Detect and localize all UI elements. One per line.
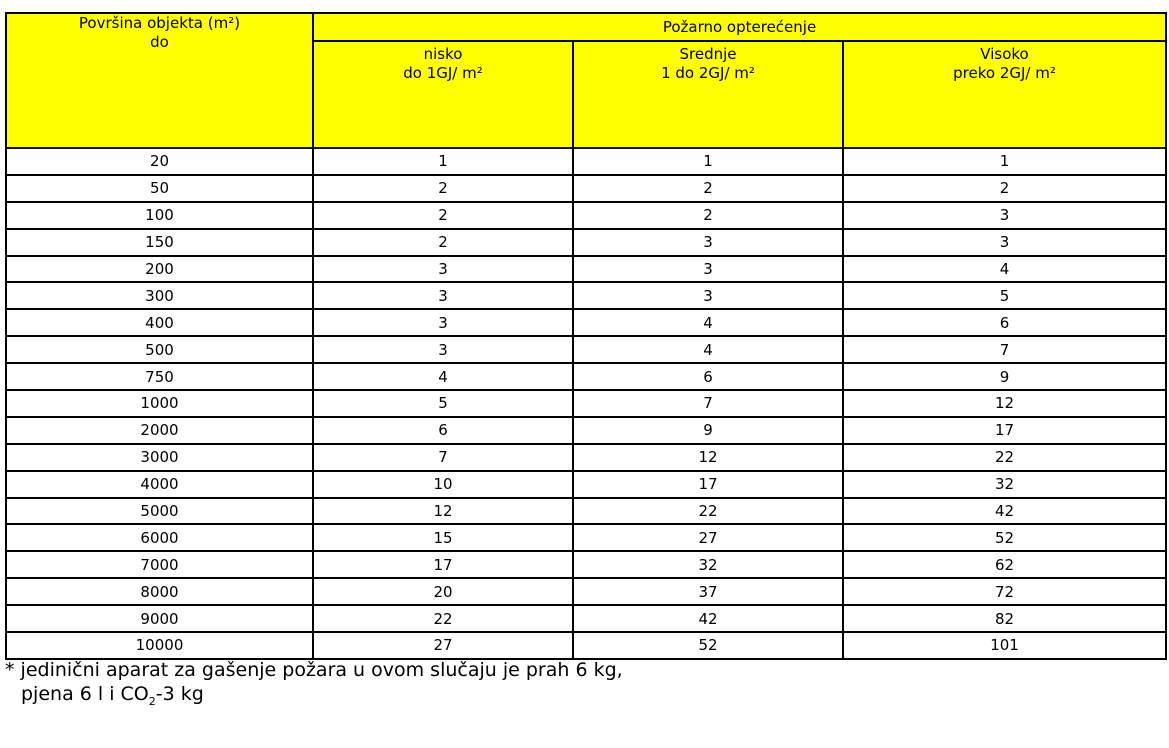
area-cell: 1000	[6, 390, 313, 417]
extinguisher-count-cell: 1	[573, 148, 843, 175]
extinguisher-count-cell: 10	[313, 471, 573, 498]
table-row	[6, 202, 1166, 229]
extinguisher-count-cell: 42	[843, 498, 1166, 525]
extinguisher-count-cell: 20	[313, 578, 573, 605]
extinguisher-count-cell: 5	[843, 282, 1166, 309]
fire-extinguisher-table	[5, 12, 1167, 660]
area-cell: 10000	[6, 632, 313, 659]
extinguisher-count-cell: 4	[573, 336, 843, 363]
footnote	[5, 658, 623, 714]
extinguisher-count-cell: 4	[843, 256, 1166, 283]
table-row	[6, 282, 1166, 309]
extinguisher-count-cell: 4	[313, 363, 573, 390]
extinguisher-count-cell: 12	[313, 498, 573, 525]
extinguisher-count-cell: 37	[573, 578, 843, 605]
area-cell: 400	[6, 309, 313, 336]
table-row	[6, 551, 1166, 578]
extinguisher-count-cell: 6	[313, 417, 573, 444]
fire-load-subheader	[573, 41, 843, 148]
table-row	[6, 148, 1166, 175]
fire-load-subheader	[843, 41, 1166, 148]
extinguisher-count-cell: 4	[573, 309, 843, 336]
area-header	[6, 13, 313, 148]
extinguisher-count-cell: 52	[843, 524, 1166, 551]
extinguisher-count-cell: 6	[843, 309, 1166, 336]
extinguisher-count-cell: 9	[573, 417, 843, 444]
footnote-text: pjena 6 l i CO	[21, 683, 149, 705]
extinguisher-count-cell: 62	[843, 551, 1166, 578]
extinguisher-count-cell: 3	[313, 256, 573, 283]
extinguisher-count-cell: 72	[843, 578, 1166, 605]
table-row	[6, 363, 1166, 390]
extinguisher-count-cell: 15	[313, 524, 573, 551]
area-header-sub: do	[150, 33, 169, 51]
area-cell: 300	[6, 282, 313, 309]
subheader-line2: 1 do 2GJ/ m²	[661, 64, 755, 82]
extinguisher-count-cell: 32	[843, 471, 1166, 498]
extinguisher-count-cell: 17	[573, 471, 843, 498]
table-row	[6, 175, 1166, 202]
area-cell: 500	[6, 336, 313, 363]
area-header-label: Površina objekta (m²)	[78, 14, 241, 32]
subheader-line2: preko 2GJ/ m²	[953, 64, 1056, 82]
extinguisher-count-cell: 7	[573, 390, 843, 417]
area-cell: 7000	[6, 551, 313, 578]
extinguisher-count-cell: 82	[843, 605, 1166, 632]
extinguisher-count-cell: 7	[313, 444, 573, 471]
area-cell: 150	[6, 229, 313, 256]
footnote-line-2	[5, 682, 623, 714]
extinguisher-count-cell: 3	[573, 256, 843, 283]
table-row	[6, 390, 1166, 417]
area-cell: 9000	[6, 605, 313, 632]
extinguisher-count-cell: 101	[843, 632, 1166, 659]
area-cell: 6000	[6, 524, 313, 551]
extinguisher-count-cell: 17	[843, 417, 1166, 444]
extinguisher-count-cell: 7	[843, 336, 1166, 363]
extinguisher-count-cell: 9	[843, 363, 1166, 390]
extinguisher-count-cell: 12	[573, 444, 843, 471]
extinguisher-count-cell: 1	[843, 148, 1166, 175]
table-row	[6, 256, 1166, 283]
footnote-text: -3 kg	[155, 683, 204, 705]
subheader-line2: do 1GJ/ m²	[403, 64, 483, 82]
extinguisher-count-cell: 2	[313, 175, 573, 202]
area-cell: 750	[6, 363, 313, 390]
table-row	[6, 632, 1166, 659]
extinguisher-count-cell: 2	[573, 175, 843, 202]
table-row	[6, 229, 1166, 256]
extinguisher-count-cell: 27	[573, 524, 843, 551]
extinguisher-count-cell: 2	[313, 229, 573, 256]
subheader-line1: nisko	[423, 45, 463, 63]
extinguisher-count-cell: 42	[573, 605, 843, 632]
area-cell: 3000	[6, 444, 313, 471]
table-row	[6, 605, 1166, 632]
table-row	[6, 471, 1166, 498]
extinguisher-count-cell: 27	[313, 632, 573, 659]
area-cell: 200	[6, 256, 313, 283]
table-row	[6, 417, 1166, 444]
extinguisher-count-cell: 22	[573, 498, 843, 525]
extinguisher-count-cell: 3	[573, 229, 843, 256]
table-row	[6, 444, 1166, 471]
subheader-line1: Srednje	[679, 45, 737, 63]
extinguisher-count-cell: 1	[313, 148, 573, 175]
area-cell: 2000	[6, 417, 313, 444]
footnote-line-1: * jedinični aparat za gašenje požara u ovom slučaju je prah 6 kg,	[5, 659, 623, 681]
extinguisher-count-cell: 17	[313, 551, 573, 578]
extinguisher-count-cell: 22	[843, 444, 1166, 471]
extinguisher-count-cell: 2	[313, 202, 573, 229]
area-cell: 8000	[6, 578, 313, 605]
table-row	[6, 524, 1166, 551]
extinguisher-count-cell: 12	[843, 390, 1166, 417]
area-cell: 4000	[6, 471, 313, 498]
extinguisher-count-cell: 3	[313, 309, 573, 336]
extinguisher-count-cell: 52	[573, 632, 843, 659]
extinguisher-count-cell: 3	[843, 229, 1166, 256]
area-cell: 100	[6, 202, 313, 229]
subheader-line1: Visoko	[980, 45, 1029, 63]
extinguisher-count-cell: 3	[573, 282, 843, 309]
extinguisher-count-cell: 6	[573, 363, 843, 390]
extinguisher-count-cell: 32	[573, 551, 843, 578]
table-row	[6, 498, 1166, 525]
table-row	[6, 578, 1166, 605]
extinguisher-count-cell: 22	[313, 605, 573, 632]
table-row	[6, 309, 1166, 336]
area-cell: 20	[6, 148, 313, 175]
fire-load-subheader	[313, 41, 573, 148]
extinguisher-count-cell: 3	[843, 202, 1166, 229]
area-cell: 5000	[6, 498, 313, 525]
extinguisher-count-cell: 3	[313, 336, 573, 363]
extinguisher-count-cell: 2	[573, 202, 843, 229]
area-cell: 50	[6, 175, 313, 202]
table-row	[6, 336, 1166, 363]
extinguisher-count-cell: 2	[843, 175, 1166, 202]
extinguisher-count-cell: 3	[313, 282, 573, 309]
fire-load-header: Požarno opterećenje	[313, 13, 1166, 41]
footnote-subscript: 2	[148, 694, 156, 708]
extinguisher-count-cell: 5	[313, 390, 573, 417]
